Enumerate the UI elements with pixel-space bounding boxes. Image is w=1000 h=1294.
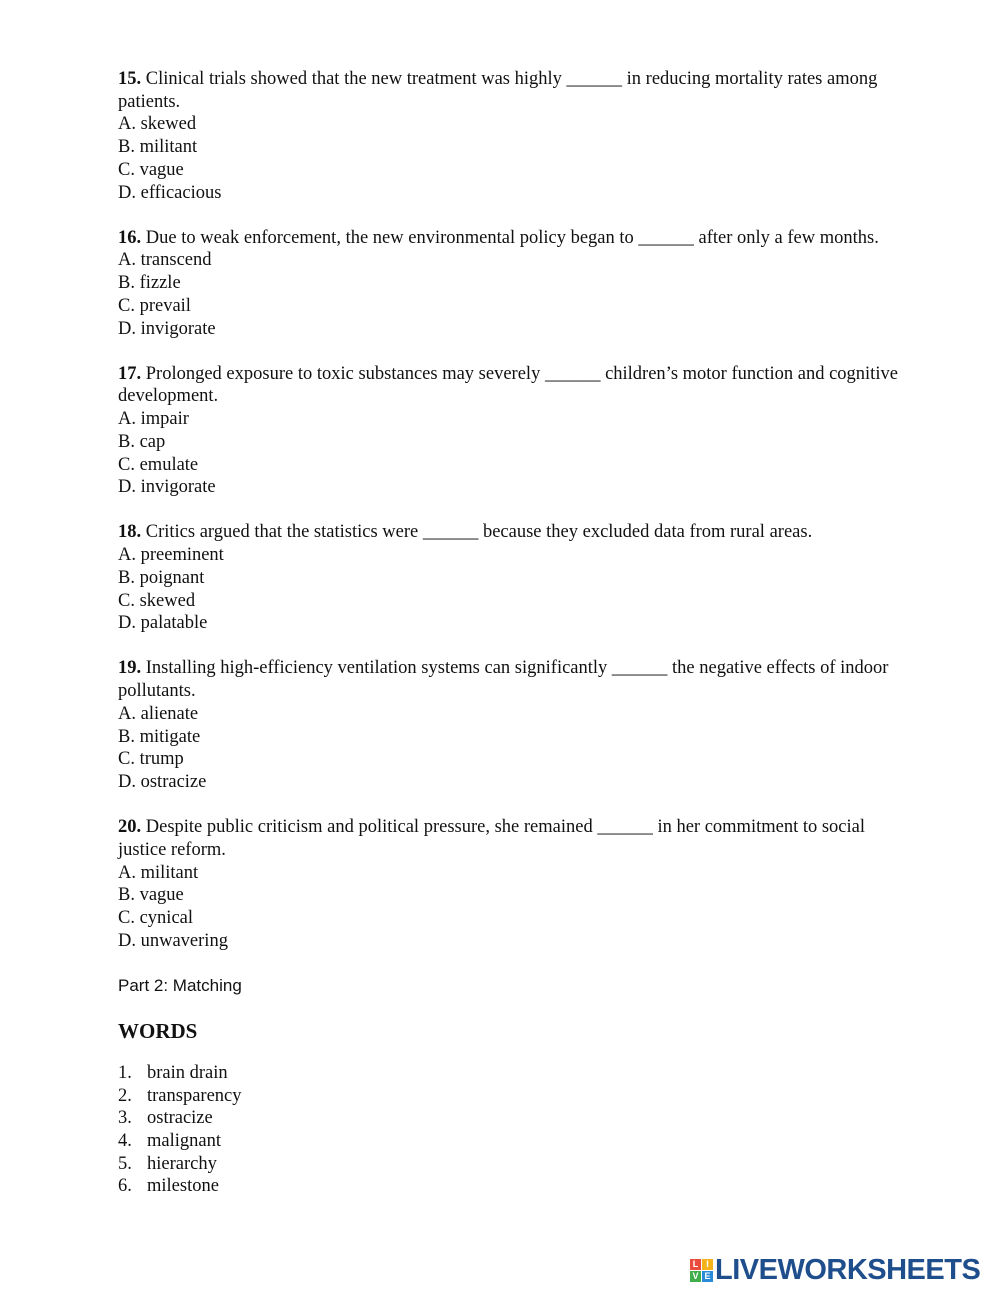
- word-list: [118, 1062, 898, 1198]
- option-d: D. palatable: [118, 613, 208, 634]
- question-text: Clinical trials showed that the new treatment was highly ______ in reducing mortality rates among patients.: [118, 69, 878, 112]
- option-c: C. vague: [118, 159, 184, 180]
- logo-tile-v: V: [690, 1271, 701, 1282]
- list-item: [118, 1175, 898, 1198]
- question-stem: [118, 227, 898, 250]
- words-heading: WORDS: [118, 1018, 198, 1043]
- question-number: 17.: [118, 363, 142, 384]
- list-item-word: hierarchy: [147, 1153, 217, 1174]
- liveworksheets-logo: [690, 1254, 980, 1286]
- option-a: A. militant: [118, 862, 199, 883]
- question-stem: [118, 68, 898, 113]
- logo-tile-l: L: [690, 1259, 701, 1270]
- list-item-number: 4.: [118, 1131, 132, 1152]
- list-item-number: 6.: [118, 1176, 132, 1197]
- option-d: D. efficacious: [118, 182, 222, 203]
- question-number: 18.: [118, 522, 142, 543]
- brand-wordmark: LIVEWORKSHEETS: [715, 1254, 981, 1286]
- option-a: A. impair: [118, 409, 189, 430]
- option-b: B. vague: [118, 885, 184, 906]
- question-number: 19.: [118, 658, 142, 679]
- question-text: Installing high-efficiency ventilation systems can significantly ______ the negative effects of indoor pollutants.: [118, 658, 889, 702]
- question-text: Due to weak enforcement, the new environmental policy began to ______ after only a few months.: [141, 227, 879, 248]
- question-text: Critics argued that the statistics were ______ because they excluded data from rural areas.: [141, 522, 813, 543]
- option-c: C. prevail: [118, 295, 191, 316]
- option-b: B. cap: [118, 431, 166, 452]
- list-item-word: transparency: [147, 1085, 242, 1106]
- list-item: [118, 1130, 898, 1153]
- question-19: [118, 657, 898, 793]
- option-b: B. militant: [118, 137, 198, 158]
- worksheet-page: [118, 68, 898, 1198]
- list-item-number: 2.: [118, 1085, 132, 1106]
- option-a: A. skewed: [118, 114, 197, 135]
- option-d: D. unwavering: [118, 930, 228, 951]
- logo-tile-e: E: [702, 1271, 713, 1282]
- question-stem: [118, 363, 898, 408]
- list-item: [118, 1107, 898, 1130]
- list-item-number: 5.: [118, 1153, 132, 1174]
- question-number: 16.: [118, 227, 142, 248]
- option-c: C. trump: [118, 749, 184, 770]
- list-item: [118, 1062, 898, 1085]
- question-16: [118, 227, 898, 341]
- question-text: Prolonged exposure to toxic substances may severely ______ children’s motor function and cognitive development.: [118, 363, 898, 407]
- question-stem: [118, 816, 898, 861]
- part-2-heading: Part 2: Matching: [118, 975, 242, 995]
- question-number: 20.: [118, 817, 142, 838]
- option-a: A. transcend: [118, 250, 212, 271]
- question-text: Despite public criticism and political pressure, she remained ______ in her commitment to social justice reform.: [118, 817, 866, 860]
- option-d: D. ostracize: [118, 771, 207, 792]
- option-b: B. mitigate: [118, 726, 201, 747]
- question-18: [118, 521, 898, 635]
- list-item-number: 1.: [118, 1062, 132, 1083]
- question-stem: [118, 657, 898, 702]
- option-c: C. skewed: [118, 590, 196, 611]
- list-item-word: ostracize: [147, 1108, 213, 1129]
- option-c: C. cynical: [118, 908, 194, 928]
- option-d: D. invigorate: [118, 477, 216, 498]
- option-b: B. poignant: [118, 567, 205, 588]
- option-a: A. preeminent: [118, 545, 224, 566]
- question-17: [118, 363, 898, 499]
- question-number: 15.: [118, 69, 142, 89]
- live-logo-icon: [690, 1259, 713, 1282]
- question-15: [118, 68, 898, 204]
- list-item-word: malignant: [147, 1131, 221, 1152]
- list-item-word: brain drain: [147, 1062, 228, 1083]
- question-stem: [118, 521, 898, 544]
- option-a: A. alienate: [118, 703, 199, 724]
- option-c: C. emulate: [118, 454, 199, 475]
- list-item-number: 3.: [118, 1108, 132, 1129]
- option-b: B. fizzle: [118, 273, 181, 294]
- list-item: [118, 1085, 898, 1108]
- list-item: [118, 1153, 898, 1176]
- list-item-word: milestone: [147, 1176, 219, 1197]
- logo-tile-i: I: [702, 1259, 713, 1270]
- option-d: D. invigorate: [118, 318, 216, 339]
- question-20: [118, 816, 898, 952]
